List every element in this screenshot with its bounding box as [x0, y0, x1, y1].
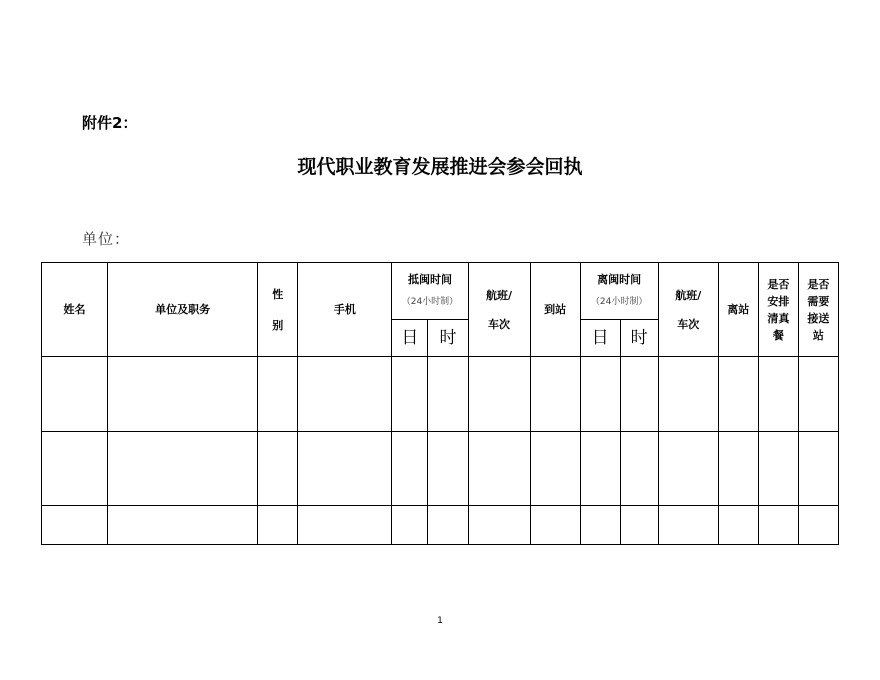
table-cell[interactable]	[42, 432, 108, 506]
table-cell[interactable]	[258, 506, 298, 545]
table-cell[interactable]	[718, 506, 758, 545]
table-cell[interactable]	[658, 357, 718, 432]
table-cell[interactable]	[620, 357, 658, 432]
table-cell[interactable]	[620, 432, 658, 506]
table-cell[interactable]	[392, 506, 428, 545]
header-name: 姓名	[42, 263, 108, 357]
table-cell[interactable]	[392, 357, 428, 432]
header-arrival-time: 抵闽时间 （24小时制）	[392, 263, 468, 320]
header-departure-hour: 时	[620, 320, 658, 357]
table-cell[interactable]	[258, 432, 298, 506]
table-cell[interactable]	[620, 506, 658, 545]
header-unit-position: 单位及职务	[108, 263, 258, 357]
table-cell[interactable]	[718, 432, 758, 506]
table-cell[interactable]	[298, 506, 392, 545]
table-cell[interactable]	[428, 357, 468, 432]
header-gender: 性 别	[258, 263, 298, 357]
header-departure-day: 日	[580, 320, 620, 357]
table-cell[interactable]	[580, 357, 620, 432]
header-departure-flight: 航班/ 车次	[658, 263, 718, 357]
header-halal-meal: 是否 安排 清真 餐	[758, 263, 798, 357]
table-cell[interactable]	[580, 432, 620, 506]
header-arrival-flight: 航班/ 车次	[468, 263, 530, 357]
document-title: 现代职业教育发展推进会参会回执	[297, 156, 583, 178]
table-cell[interactable]	[258, 357, 298, 432]
attachment-label: 附件2：	[82, 114, 138, 132]
table-cell[interactable]	[108, 432, 258, 506]
table-cell[interactable]	[798, 506, 838, 545]
table-cell[interactable]	[108, 506, 258, 545]
table-cell[interactable]	[580, 506, 620, 545]
table-cell[interactable]	[758, 432, 798, 506]
table-cell[interactable]	[658, 506, 718, 545]
table-row	[42, 506, 839, 545]
table-cell[interactable]	[468, 506, 530, 545]
table-cell[interactable]	[108, 357, 258, 432]
table-cell[interactable]	[530, 506, 580, 545]
departure-note: （24小时制）	[590, 297, 648, 307]
table-cell[interactable]	[758, 506, 798, 545]
table-cell[interactable]	[298, 357, 392, 432]
table-cell[interactable]	[530, 432, 580, 506]
table-cell[interactable]	[758, 357, 798, 432]
table-cell[interactable]	[42, 357, 108, 432]
table-cell[interactable]	[428, 506, 468, 545]
header-departure-time: 离闽时间 （24小时制）	[580, 263, 658, 320]
registration-table	[41, 262, 839, 545]
header-mobile: 手机	[298, 263, 392, 357]
table-cell[interactable]	[798, 432, 838, 506]
table-cell[interactable]	[718, 357, 758, 432]
table-cell[interactable]	[658, 432, 718, 506]
table-cell[interactable]	[428, 432, 468, 506]
unit-label: 单位：	[82, 230, 131, 248]
header-arrival-hour: 时	[428, 320, 468, 357]
table-cell[interactable]	[298, 432, 392, 506]
table-cell[interactable]	[798, 357, 838, 432]
table-cell[interactable]	[468, 357, 530, 432]
arrival-note: （24小时制）	[401, 297, 459, 307]
header-departure-station: 离站	[718, 263, 758, 357]
table-cell[interactable]	[392, 432, 428, 506]
header-arrival-day: 日	[392, 320, 428, 357]
table-cell[interactable]	[530, 357, 580, 432]
table-row	[42, 357, 839, 432]
header-pickup: 是否 需要 接送 站	[798, 263, 838, 357]
page-number: 1	[437, 616, 443, 626]
table-cell[interactable]	[42, 506, 108, 545]
header-arrival-station: 到站	[530, 263, 580, 357]
table-cell[interactable]	[468, 432, 530, 506]
table-row	[42, 432, 839, 506]
